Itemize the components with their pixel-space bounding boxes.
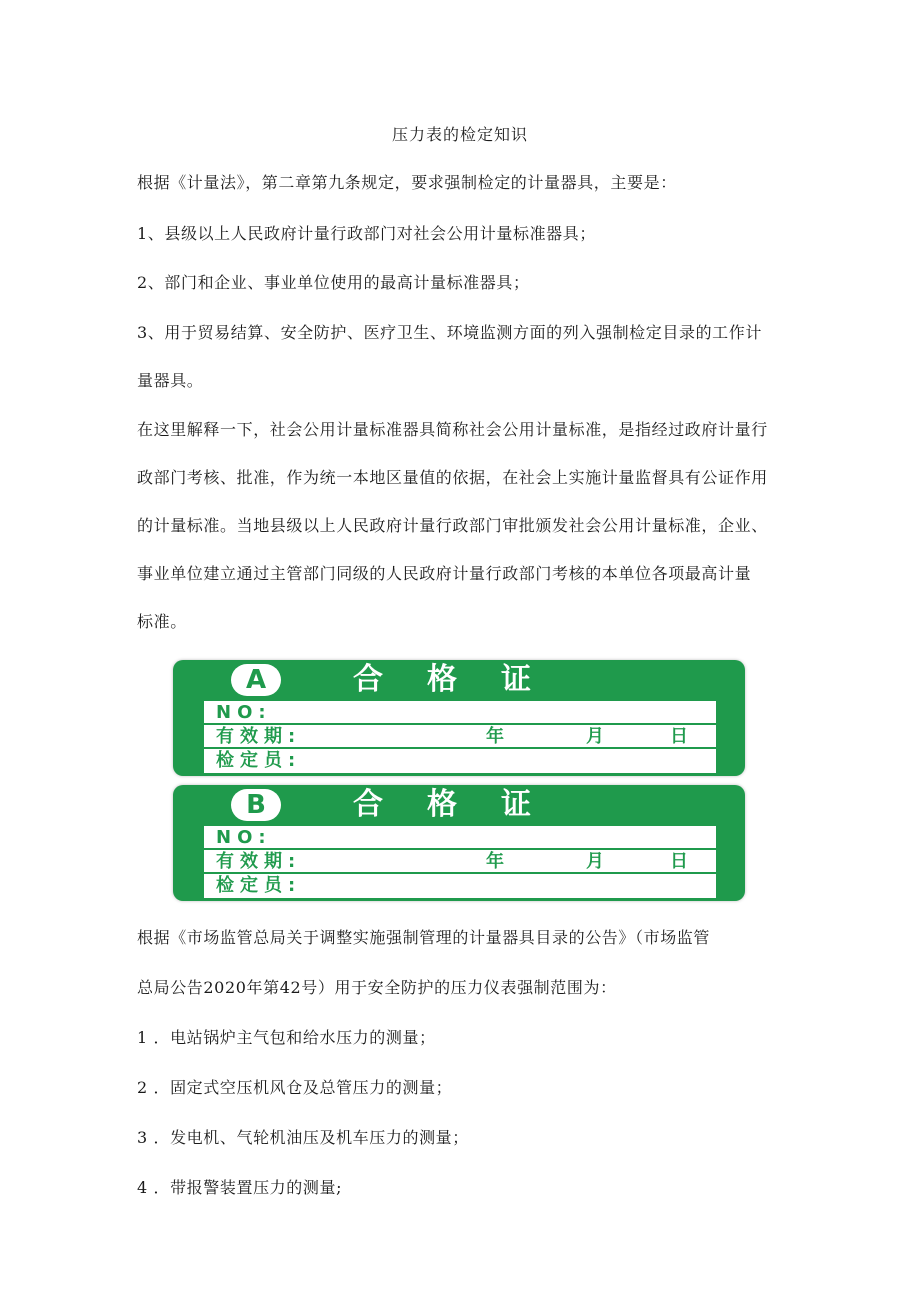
- certificate-no-row: [204, 701, 716, 725]
- text-line: 根据《计量法》，第二章第九条规定，要求强制检定的计量器具，主要是：: [137, 173, 677, 192]
- text-line: 的计量标准。当地县级以上人民政府计量行政部门审批颁发社会公用计量标准，企业、: [137, 516, 768, 535]
- certificate-form: [203, 825, 717, 899]
- certificate-header: [173, 785, 745, 825]
- certificate-month-label: 月: [586, 726, 604, 747]
- certificate-no-row: [204, 826, 716, 850]
- text-line: 在这里解释一下，社会公用计量标准器具简称社会公用计量标准，是指经过政府计量行: [137, 420, 768, 439]
- certificate-year-label: 年: [486, 726, 504, 747]
- certificate-title: 合格证: [353, 662, 575, 697]
- document-title: 压力表的检定知识: [391, 125, 528, 144]
- certificate-validity-row: [204, 725, 716, 749]
- text-line: 3、用于贸易结算、安全防护、医疗卫生、环境监测方面的列入强制检定目录的工作计: [137, 323, 762, 342]
- certificate-no-label: NO:: [216, 702, 272, 723]
- certificate-no-label: NO:: [216, 827, 272, 848]
- certificate-year-label: 年: [486, 851, 504, 872]
- list-item: 1 ．电站锅炉主气包和给水压力的测量；: [137, 1028, 436, 1047]
- text-line: 总局公告2020年第42号）用于安全防护的压力仪表强制范围为：: [137, 978, 617, 997]
- certificate-header: [173, 660, 745, 700]
- certificate-b: [173, 785, 745, 901]
- certificate-badge: B: [231, 789, 281, 821]
- certificate-inspector-row: [204, 749, 716, 773]
- text-line: 2、部门和企业、事业单位使用的最高计量标准器具；: [137, 273, 530, 292]
- certificate-day-label: 日: [670, 726, 688, 747]
- certificate-validity-label: 有效期:: [216, 851, 302, 872]
- text-line: 政部门考核、批准，作为统一本地区量值的依据，在社会上实施计量监督具有公证作用: [137, 468, 768, 487]
- certificate-inspector-label: 检定员:: [216, 750, 302, 771]
- text-line: 事业单位建立通过主管部门同级的人民政府计量行政部门考核的本单位各项最高计量: [137, 564, 752, 583]
- certificate-a: [173, 660, 745, 776]
- certificate-day-label: 日: [670, 851, 688, 872]
- certificate-validity-label: 有效期:: [216, 726, 302, 747]
- list-item: 4 ．带报警装置压力的测量;: [137, 1178, 343, 1197]
- certificate-form: [203, 700, 717, 774]
- certificate-month-label: 月: [586, 851, 604, 872]
- certificate-title: 合格证: [353, 787, 575, 822]
- text-line: 标准。: [137, 612, 187, 631]
- text-line: 1、县级以上人民政府计量行政部门对社会公用计量标准器具；: [137, 224, 596, 243]
- certificate-badge: A: [231, 664, 281, 696]
- text-line: 量器具。: [137, 371, 204, 390]
- certificate-validity-row: [204, 850, 716, 874]
- certificate-inspector-label: 检定员:: [216, 875, 302, 896]
- certificate-inspector-row: [204, 874, 716, 898]
- list-item: 3 ．发电机、气轮机油压及机车压力的测量；: [137, 1128, 469, 1147]
- text-line: 根据《市场监管总局关于调整实施强制管理的计量器具目录的公告》（市场监管: [137, 928, 711, 947]
- list-item: 2 ．固定式空压机风仓及总管压力的测量；: [137, 1078, 453, 1097]
